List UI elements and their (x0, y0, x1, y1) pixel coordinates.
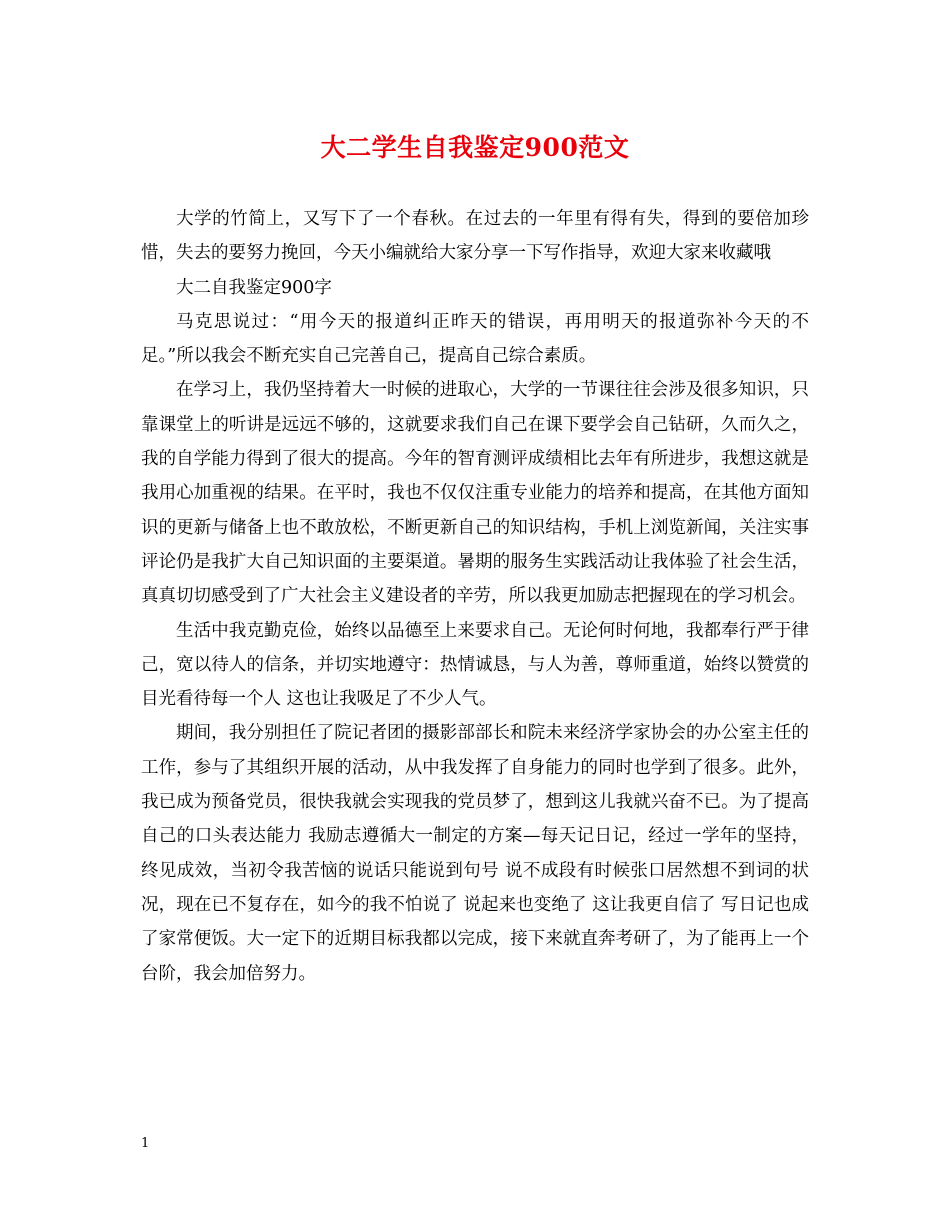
document-body (141, 202, 809, 991)
paragraph-life: 生活中我克勤克俭，始终以品德至上来要求自己。无论何时何地，我都奉行严于律己，宽以待人的信条，并切实地遵守：热情诚恳，与人为善，尊师重道，始终以赞赏的目光看待每一个人 这也让我吸足了不少人气。 (141, 620, 809, 710)
paragraph-study: 在学习上，我仍坚持着大一时候的进取心，大学的一节课往往会涉及很多知识，只靠课堂上的听讲是远远不够的，这就要求我们自己在课下要学会自己钻研，久而久之，我的自学能力得到了很大的提高。今年的智育测评成绩相比去年有所进步，我想这就是我用心加重视的结果。在平时，我也不仅仅注重专业能力的培养和提高，在其他方面知识的更新与储备上也不敢放松，不断更新自己的知识结构，手机上浏览新闻，关注实事评论仍是我扩大自己知识面的主要渠道。暑期的服务生实践活动让我体验了社会生活，真真切切感受到了广大社会主义建设者的辛劳，所以我更加励志把握现在的学习机会。 (141, 380, 809, 607)
paragraph-work: 期间，我分别担任了院记者团的摄影部部长和院未来经济学家协会的办公室主任的工作，参与了其组织开展的活动，从中我发挥了自身能力的同时也学到了很多。此外，我已成为预备党员，很快我就会实现我的党员梦了，想到这儿我就兴奋不已。为了提高自己的口头表达能力 我励志遵循大一制定的方案—每天记日记，经过一学年的坚持，终见成效，当初令我苦恼的说话只能说到句号 说不成段有时候张口居然想不到词的状况，现在已不复存在，如今的我不怕说了 说起来也变绝了 这让我更自信了 写日记也成了家常便饭。大一定下的近期目标我都以完成，接下来就直奔考研了，为了能再上一个台阶，我会加倍努力。 (141, 723, 809, 984)
paragraph-intro: 大学的竹简上，又写下了一个春秋。在过去的一年里有得有失，得到的要倍加珍惜，失去的要努力挽回，今天小编就给大家分享一下写作指导，欢迎大家来收藏哦 (141, 209, 809, 264)
paragraph-quote: 马克思说过：“用今天的报道纠正昨天的错误，再用明天的报道弥补今天的不足。”所以我会不断充实自己完善自己，提高自己综合素质。 (141, 311, 809, 367)
document-title: 大二学生自我鉴定900范文 (320, 133, 630, 162)
paragraph-subtitle: 大二自我鉴定900字 (176, 277, 332, 298)
page-number: 1 (141, 1136, 150, 1151)
